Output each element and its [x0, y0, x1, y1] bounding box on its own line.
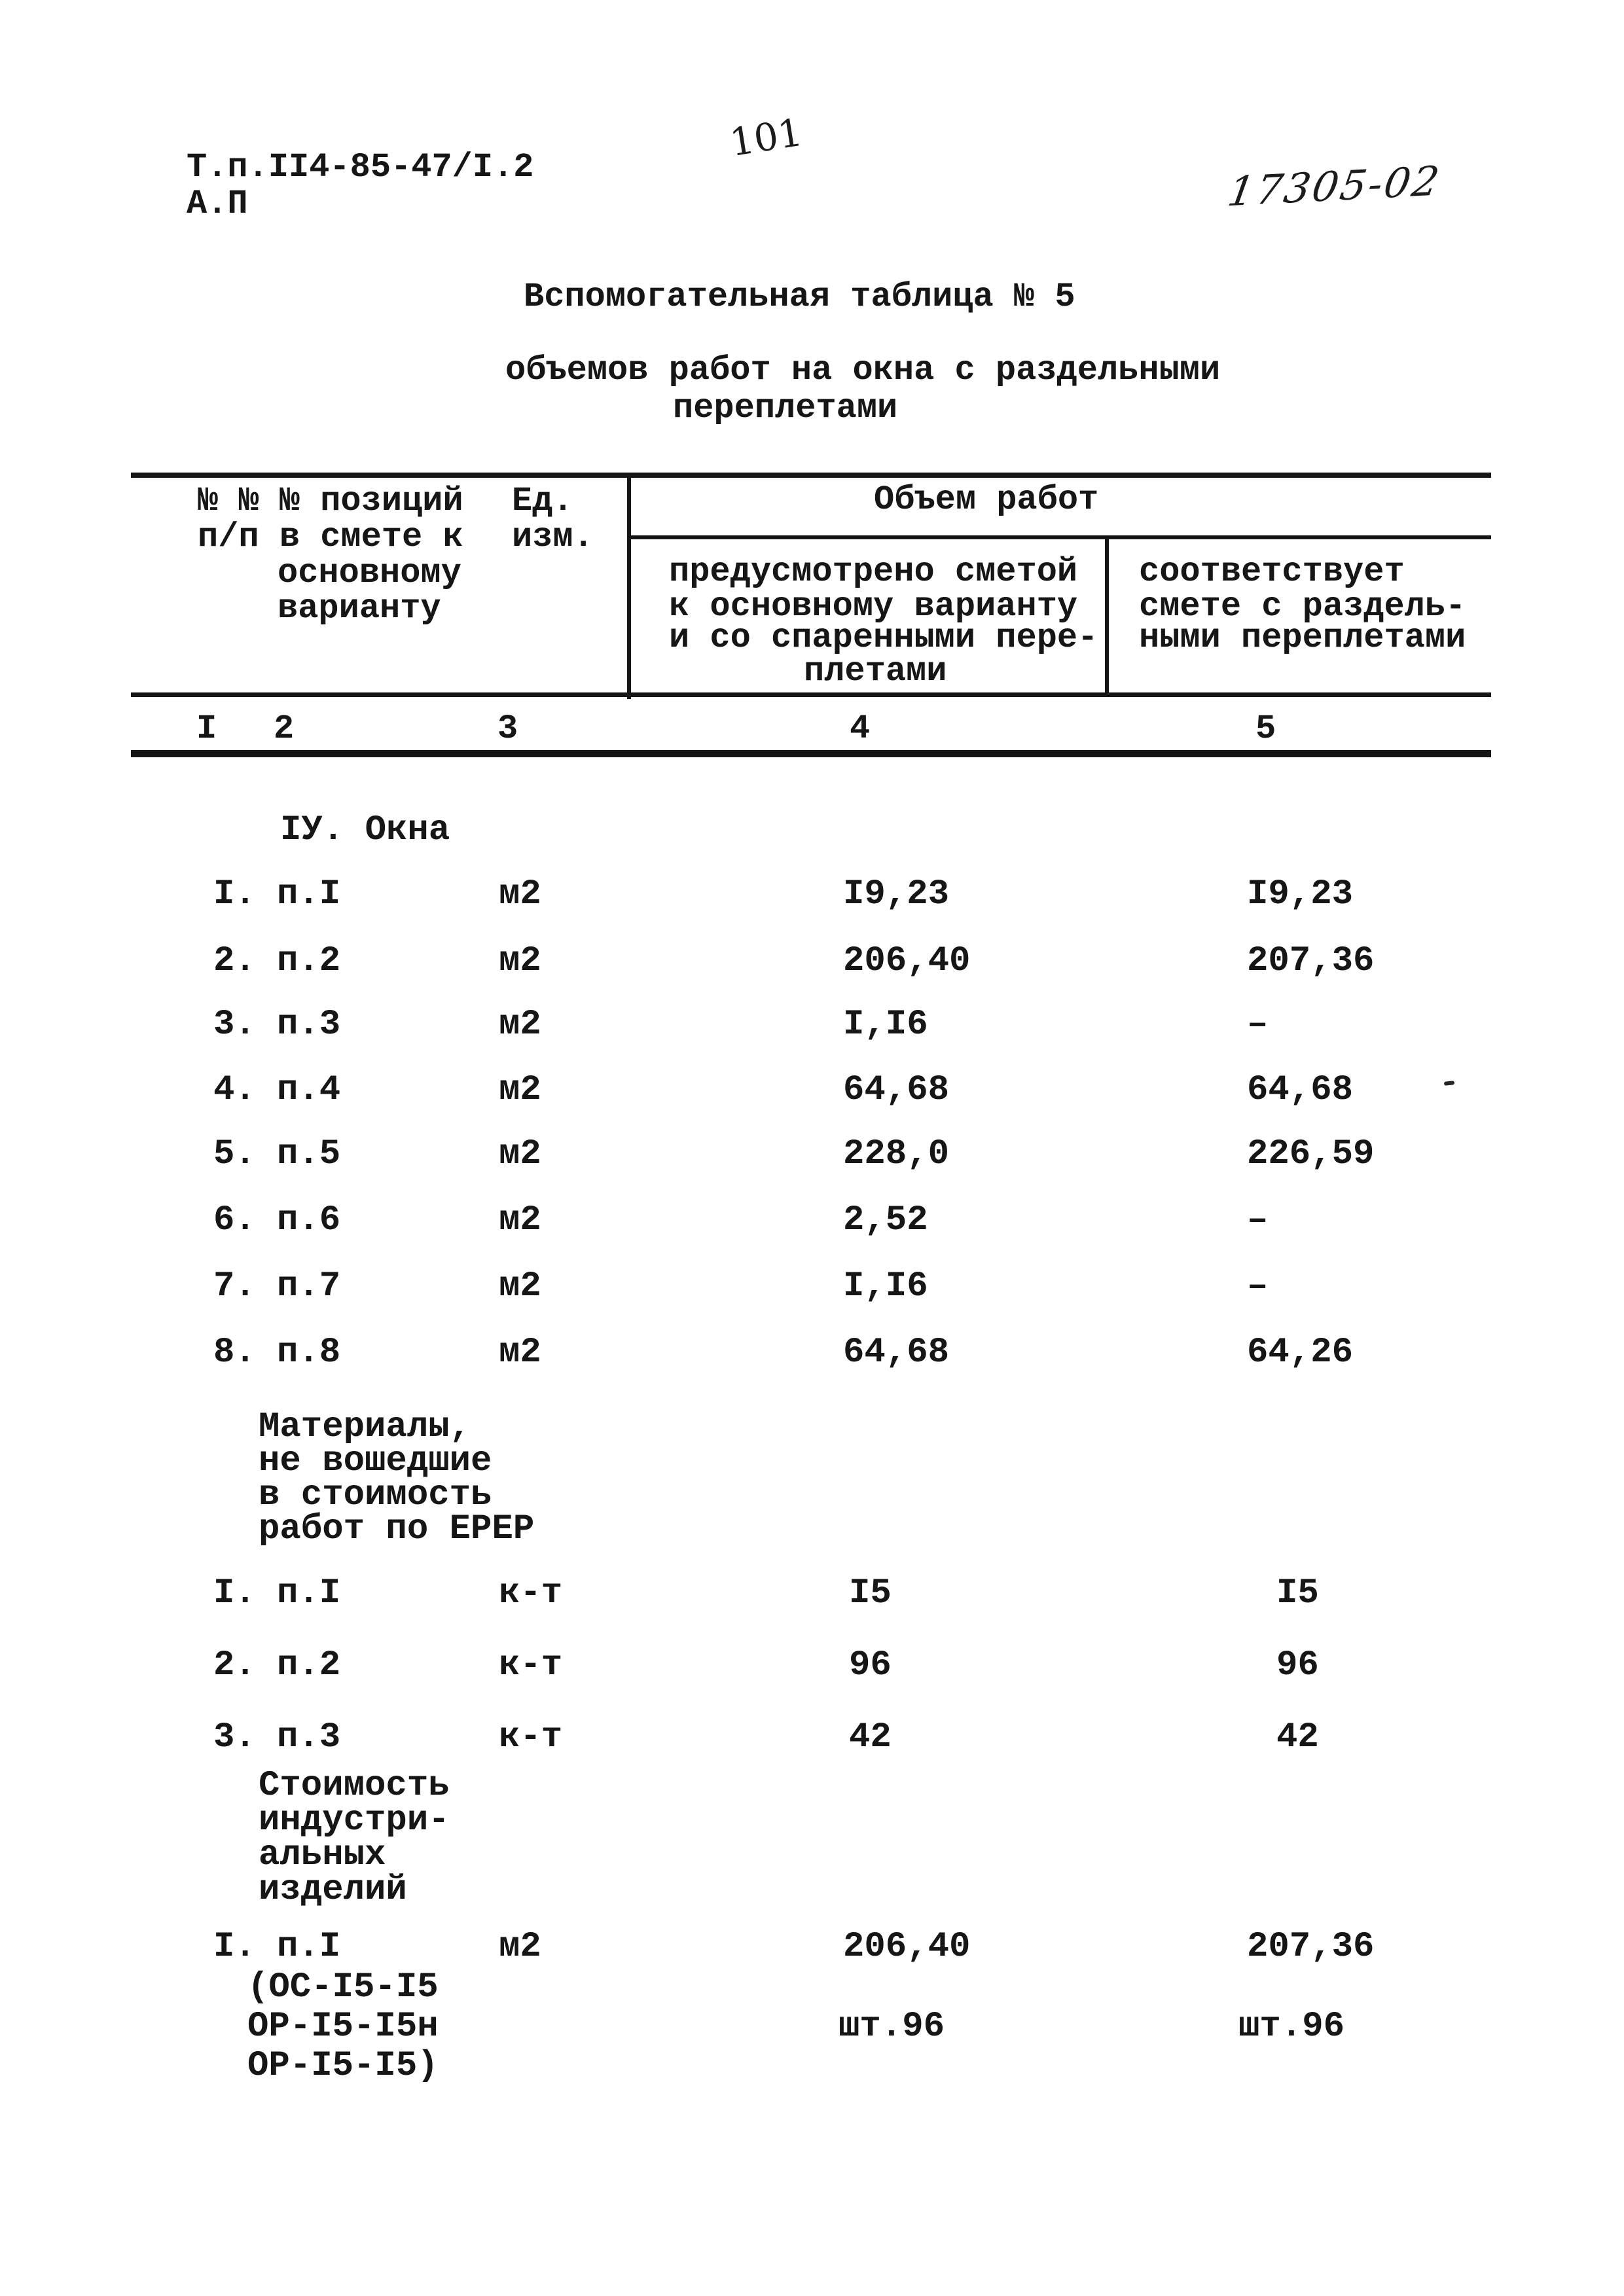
row-position: п.2 — [277, 941, 341, 981]
materials-heading-line2: не вошедшие — [259, 1441, 492, 1481]
row-value-col5: I5 — [1276, 1573, 1319, 1613]
table-row — [0, 942, 1624, 988]
row-position: п.3 — [277, 1005, 341, 1045]
row-ordinal: 6. — [213, 1200, 256, 1240]
row-position: п.4 — [277, 1070, 341, 1110]
header-volume-title: Объем работ — [874, 480, 1099, 519]
doc-reference-line1: Т.п.II4-85-47/I.2 — [187, 148, 534, 187]
row-position: п.6 — [277, 1200, 341, 1240]
header-col4-line2: к основному варианту — [669, 587, 1078, 626]
table-row — [0, 1928, 1624, 1974]
row-position: п.3 — [277, 1717, 341, 1757]
header-unit-line2: изм. — [512, 518, 594, 556]
table-row — [0, 1575, 1624, 1621]
column-numbers-underline — [131, 750, 1491, 757]
industrial-heading-line2: индустри- — [259, 1801, 450, 1840]
row-value-col4: 206,40 — [843, 941, 971, 981]
pieces-value-col5: шт.96 — [1238, 2007, 1345, 2047]
handwritten-page-number: 101 — [727, 109, 806, 166]
industrial-heading-line3: альных — [259, 1835, 386, 1875]
row-unit: м2 — [499, 1070, 541, 1110]
row-ordinal: I. — [213, 874, 256, 914]
position-detail-line1: (ОС-I5-I5 — [247, 1967, 439, 2007]
row-unit: м2 — [499, 874, 541, 914]
column-number-4: 4 — [850, 709, 871, 748]
row-ordinal: 8. — [213, 1333, 256, 1372]
row-unit: к-т — [499, 1645, 563, 1685]
row-unit: к-т — [499, 1717, 563, 1757]
row-position: п.I — [277, 1573, 341, 1613]
row-ordinal: 3. — [213, 1717, 256, 1757]
row-unit: м2 — [499, 1927, 541, 1967]
column-number-2: 2 — [274, 709, 295, 748]
row-value-col5: 207,36 — [1247, 941, 1375, 981]
table-title-line3: переплетами — [673, 389, 898, 427]
row-value-col4: 64,68 — [843, 1333, 950, 1372]
table-row — [0, 1202, 1624, 1247]
row-unit: м2 — [499, 1134, 541, 1174]
table-row — [0, 1006, 1624, 1052]
row-position: п.I — [277, 1927, 341, 1967]
doc-reference-line2: А.П — [187, 185, 248, 223]
column-number-5: 5 — [1255, 709, 1276, 748]
row-ordinal: 5. — [213, 1134, 256, 1174]
row-position: п.I — [277, 874, 341, 914]
row-ordinal: 2. — [213, 1645, 256, 1685]
row-value-col4: 2,52 — [843, 1200, 928, 1240]
row-unit: м2 — [499, 1266, 541, 1306]
row-value-col4: I5 — [849, 1573, 892, 1613]
position-detail-line3: ОР-I5-I5) — [247, 2046, 439, 2086]
section-heading-windows: IУ. Окна — [280, 810, 450, 850]
header-unit-line1: Ед. — [512, 482, 573, 520]
row-position: п.8 — [277, 1333, 341, 1372]
row-value-col5: I9,23 — [1247, 874, 1354, 914]
header-col4-line4: плетами — [804, 652, 947, 691]
row-unit: м2 — [499, 1005, 541, 1045]
table-title-line1: Вспомогательная таблица № 5 — [524, 278, 1075, 316]
row-unit: к-т — [499, 1573, 563, 1613]
row-ordinal: I. — [213, 1927, 256, 1967]
materials-heading-line4: работ по ЕРЕР — [259, 1509, 535, 1549]
row-unit: м2 — [499, 1333, 541, 1372]
header-col5-line3: ными переплетами — [1139, 619, 1466, 657]
header-pos-line3: основному — [278, 554, 461, 592]
row-ordinal: I. — [213, 1573, 256, 1613]
header-pos-line1: № № № позиций — [198, 482, 463, 520]
row-value-col5: 207,36 — [1247, 1927, 1375, 1967]
column-number-3: 3 — [497, 709, 518, 748]
row-value-col5: 64,26 — [1247, 1333, 1354, 1372]
materials-heading-line1: Материалы, — [259, 1407, 471, 1447]
row-unit: м2 — [499, 1200, 541, 1240]
row-value-col4: I,I6 — [843, 1266, 928, 1306]
row-value-col5: 64,68 — [1247, 1070, 1354, 1110]
row-ordinal: 2. — [213, 941, 256, 981]
row-value-col5: – — [1247, 1200, 1269, 1240]
table-row — [0, 1071, 1624, 1117]
row-value-col5: – — [1247, 1005, 1269, 1045]
table-row — [0, 1334, 1624, 1380]
header-col5-line1: соответствует — [1139, 552, 1405, 591]
header-col4-line3: и со спаренными пере- — [669, 619, 1098, 657]
industrial-heading-line4: изделий — [259, 1870, 407, 1910]
row-value-col4: 42 — [849, 1717, 892, 1757]
row-value-col4: I,I6 — [843, 1005, 928, 1045]
row-value-col5: – — [1247, 1266, 1269, 1306]
column-divider-left — [627, 473, 631, 699]
column-number-1: I — [196, 709, 217, 748]
row-value-col4: 64,68 — [843, 1070, 950, 1110]
row-value-col4: 206,40 — [843, 1927, 971, 1967]
position-detail-line2: ОР-I5-I5н — [247, 2007, 439, 2047]
table-row — [0, 1268, 1624, 1314]
header-col4-line1: предусмотрено сметой — [669, 552, 1078, 591]
header-pos-line4: варианту — [278, 589, 441, 628]
row-value-col4: 96 — [849, 1645, 892, 1685]
row-value-col5: 42 — [1276, 1717, 1319, 1757]
row-position: п.5 — [277, 1134, 341, 1174]
volume-header-underline — [627, 535, 1491, 539]
pieces-value-col4: шт.96 — [839, 2007, 945, 2047]
row-value-col4: 228,0 — [843, 1134, 950, 1174]
header-col5-line2: смете с раздель- — [1139, 587, 1466, 626]
column-divider-subcolumns — [1105, 537, 1109, 694]
table-title-line2: объемов работ на окна с раздельными — [505, 351, 1221, 389]
header-bottom-border — [131, 692, 1491, 697]
materials-heading-line3: в стоимость — [259, 1475, 492, 1515]
row-ordinal: 3. — [213, 1005, 256, 1045]
table-row — [0, 1647, 1624, 1693]
row-position: п.7 — [277, 1266, 341, 1306]
table-row — [0, 1136, 1624, 1181]
table-row — [0, 1719, 1624, 1765]
row-value-col4: I9,23 — [843, 874, 950, 914]
header-pos-line2: п/п в смете к — [198, 518, 463, 556]
handwritten-doc-number: 17305-02 — [1224, 156, 1445, 216]
row-value-col5: 226,59 — [1247, 1134, 1375, 1174]
row-ordinal: 4. — [213, 1070, 256, 1110]
row-value-col5: 96 — [1276, 1645, 1319, 1685]
industrial-heading-line1: Стоимость — [259, 1766, 450, 1806]
table-row — [0, 876, 1624, 922]
row-unit: м2 — [499, 941, 541, 981]
row-position: п.2 — [277, 1645, 341, 1685]
row-ordinal: 7. — [213, 1266, 256, 1306]
table-top-border — [131, 473, 1491, 478]
